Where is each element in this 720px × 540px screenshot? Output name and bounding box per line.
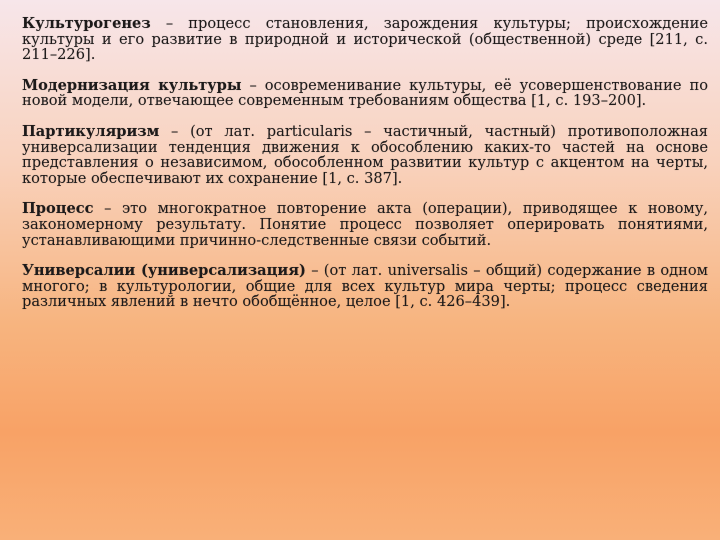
definition-text: – осовременивание культуры, её усовершенствование по новой модели, отвечающее современным требованиям общества [1, с. 193–200]. xyxy=(22,76,708,110)
definition-culturogenesis xyxy=(22,16,708,63)
definition-particularism xyxy=(22,124,708,186)
definition-text: – (от лат. universalis – общий) содержание в одном многого; в культурологии, общие для всех культур мира черты; процесс сведения различных явлений в нечто обобщённое, целое [1, с. 426–439]. xyxy=(22,262,708,311)
definition-modernization xyxy=(22,78,708,109)
definition-text: – (от лат. particularis – частичный, частный) противоположная универсализации тенденция движения к обособлению каких-то частей на основе представления о независимом, обособленном развитии культур с акцентом на черты, которые обеспечивают их сохранение [1, с. 387]. xyxy=(22,122,708,187)
definition-term: Универсалии (универсализация) xyxy=(22,262,306,280)
definition-term: Культурогенез xyxy=(22,15,151,32)
definition-term: Процесс xyxy=(22,200,94,218)
definition-term: Модернизация культуры xyxy=(22,76,242,94)
definition-term: Партикуляризм xyxy=(22,122,160,140)
definition-process xyxy=(22,201,708,248)
definition-text: – это многократное повторение акта (операции), приводящее к новому, закономерному результату. Понятие процесс позволяет оперировать понятиями, устанавливающими причинно-следственные связи событий. xyxy=(22,200,708,249)
definitions-list xyxy=(22,16,708,325)
definition-universals xyxy=(22,263,708,310)
definition-text: – процесс становления, зарождения культуры; происхождение культуры и его развитие в природной и исторической (общественной) среде [211, с. 211–226]. xyxy=(22,15,708,64)
